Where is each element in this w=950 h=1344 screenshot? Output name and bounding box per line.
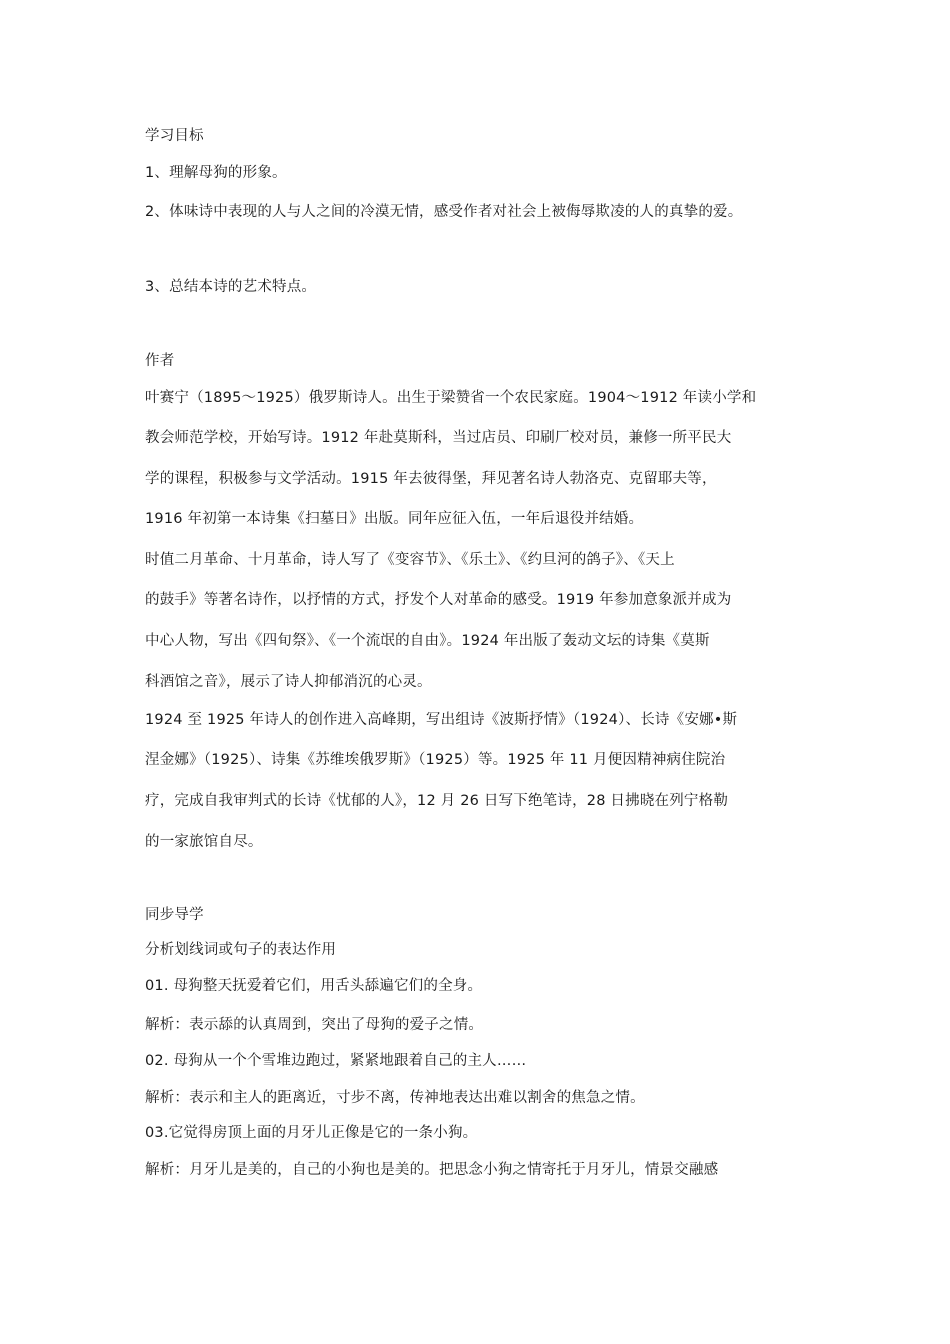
goal-item-2: 2、体味诗中表现的人与人之间的冷漠无情，感受作者对社会上被侮辱欺凌的人的真挚的爱。 [145, 204, 743, 220]
answer-1: 解析：表示舔的认真周到，突出了母狗的爱子之情。 [145, 1017, 484, 1033]
study-subheading: 分析划线词或句子的表达作用 [145, 942, 337, 958]
author-paragraph-line: 1916 年初第一本诗集《扫墓日》出版。同年应征入伍，一年后退役并结婚。 [145, 511, 644, 527]
goals-heading: 学习目标 [145, 128, 204, 144]
author-paragraph-line: 时值二月革命、十月革命，诗人写了《变容节》、《乐土》、《约旦河的鸽子》、《天上 [145, 552, 675, 568]
author-paragraph-line: 的一家旅馆自尽。 [145, 834, 263, 850]
author-paragraph-line: 叶赛宁（1895～1925）俄罗斯诗人。出生于梁赞省一个农民家庭。1904～1912 年读小学和 [145, 390, 757, 406]
author-paragraph-line: 涅金娜》（1925）、诗集《苏维埃俄罗斯》（1925）等。1925 年 11 月便因精神病住院治 [145, 752, 726, 768]
question-2: 02. 母狗从一个个雪堆边跑过，紧紧地跟着自己的主人…… [145, 1053, 527, 1069]
author-paragraph-line: 科酒馆之音》，展示了诗人抑郁消沉的心灵。 [145, 674, 432, 690]
author-paragraph-line: 的鼓手》等著名诗作，以抒情的方式，抒发个人对革命的感受。1919 年参加意象派并成为 [145, 592, 732, 608]
author-heading: 作者 [145, 353, 175, 369]
study-heading: 同步导学 [145, 907, 204, 923]
author-paragraph-line: 疗，完成自我审判式的长诗《忧郁的人》，12 月 26 日写下绝笔诗，28 日拂晓在列宁格勒 [145, 793, 729, 809]
question-1: 01. 母狗整天抚爱着它们，用舌头舔遍它们的全身。 [145, 978, 483, 994]
author-paragraph-line: 学的课程，积极参与文学活动。1915 年去彼得堡，拜见著名诗人勃洛克、克留耶夫等， [145, 471, 717, 487]
answer-3: 解析：月牙儿是美的，自己的小狗也是美的。把思念小狗之情寄托于月牙儿，情景交融感 [145, 1162, 719, 1178]
author-paragraph-line: 中心人物，写出《四旬祭》、《一个流氓的自由》。1924 年出版了轰动文坛的诗集《莫斯 [145, 633, 710, 649]
question-3: 03.它觉得房顶上面的月牙儿正像是它的一条小狗。 [145, 1125, 478, 1141]
answer-2: 解析：表示和主人的距离近，寸步不离，传神地表达出难以割舍的焦急之情。 [145, 1090, 645, 1106]
goal-item-1: 1、理解母狗的形象。 [145, 165, 287, 181]
goal-item-3: 3、总结本诗的艺术特点。 [145, 279, 317, 295]
author-paragraph-line: 教会师范学校，开始写诗。1912 年赴莫斯科，当过店员、印刷厂校对员，兼修一所平民大 [145, 430, 732, 446]
author-paragraph-line: 1924 至 1925 年诗人的创作进入高峰期，写出组诗《波斯抒情》（1924）、长诗《安娜•斯 [145, 712, 738, 728]
